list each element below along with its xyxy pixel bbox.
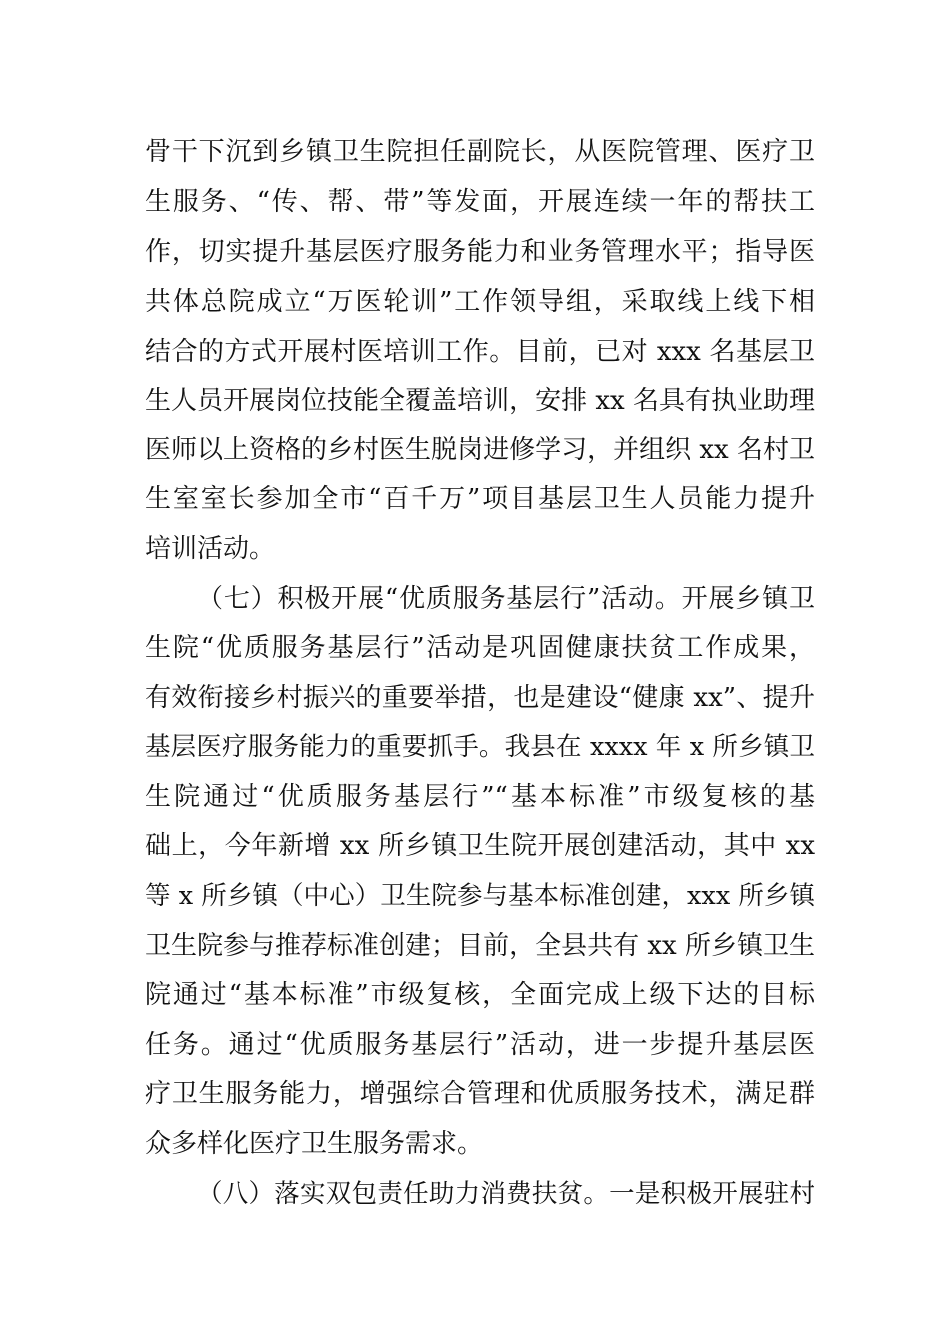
text-line-19: 任务。通过“优质服务基层行”活动，进一步提升基层医 bbox=[145, 1030, 815, 1060]
text-line-7: 医师以上资格的乡村医生脱岗进修学习，并组织 xx 名村卫 bbox=[145, 435, 815, 465]
text-line-3: 作，切实提升基层医疗服务能力和业务管理水平；指导医 bbox=[145, 237, 815, 267]
text-line-20: 疗卫生服务能力，增强综合管理和优质服务技术，满足群 bbox=[145, 1079, 815, 1109]
text-line-15: 础上，今年新增 xx 所乡镇卫生院开展创建活动，其中 xx bbox=[145, 831, 815, 861]
text-line-4: 共体总院成立“万医轮训”工作领导组，采取线上线下相 bbox=[145, 287, 815, 317]
text-line-1: 骨干下沉到乡镇卫生院担任副院长，从医院管理、医疗卫 bbox=[145, 137, 815, 167]
text-line-13: 基层医疗服务能力的重要抓手。我县在 xxxx 年 x 所乡镇卫 bbox=[145, 732, 815, 762]
text-line-12: 有效衔接乡村振兴的重要举措，也是建设“健康 xx”、提升 bbox=[145, 683, 815, 713]
text-line-11: 生院“优质服务基层行”活动是巩固健康扶贫工作成果， bbox=[145, 633, 815, 663]
text-line-18: 院通过“基本标准”市级复核，全面完成上级下达的目标 bbox=[145, 980, 815, 1010]
text-line-16: 等 x 所乡镇（中心）卫生院参与基本标准创建，xxx 所乡镇 bbox=[145, 881, 815, 911]
text-line-8: 生室室长参加全市“百千万”项目基层卫生人员能力提升 bbox=[145, 484, 815, 514]
text-line-6: 生人员开展岗位技能全覆盖培训，安排 xx 名具有执业助理 bbox=[145, 386, 815, 416]
text-line-21: 众多样化医疗卫生服务需求。 bbox=[145, 1129, 484, 1159]
text-line-9: 培训活动。 bbox=[145, 534, 276, 564]
text-line-14: 生院通过“优质服务基层行”“基本标准”市级复核的基 bbox=[145, 782, 815, 812]
text-line-5: 结合的方式开展村医培训工作。目前，已对 xxx 名基层卫 bbox=[145, 337, 815, 367]
paragraph-7-heading-line: （七）积极开展“优质服务基层行”活动。开展乡镇卫 bbox=[197, 584, 815, 614]
paragraph-8-heading-line: （八）落实双包责任助力消费扶贫。一是积极开展驻村 bbox=[197, 1179, 815, 1209]
text-line-17: 卫生院参与推荐标准创建；目前，全县共有 xx 所乡镇卫生 bbox=[145, 931, 815, 961]
text-line-2: 生服务、“传、帮、带”等发面，开展连续一年的帮扶工 bbox=[145, 187, 815, 217]
